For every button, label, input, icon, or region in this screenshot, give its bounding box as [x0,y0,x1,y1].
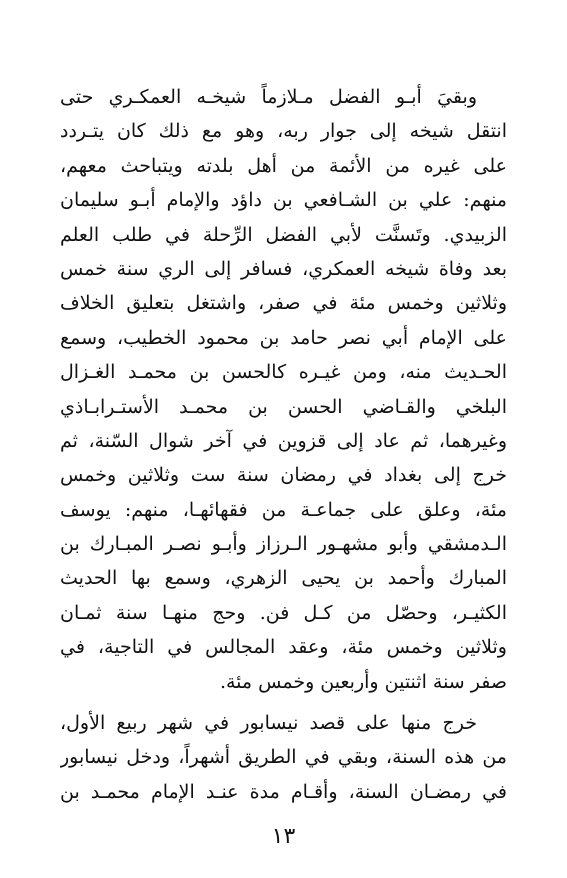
paragraph-line: مئة، وعلق على جماعـة من فقهائهـا، منهم: يوسف [60,498,507,521]
paragraph-line: الزبيدي. وتَسنَّت لأبي الفضل الرِّحلة في طلب العلم [60,223,507,246]
paragraph-line: على غيره من الأئمة من أهل بلدته ويتباحث معهم، [60,154,507,177]
page-number: ١٣ [271,824,296,849]
paragraph-line: وثلاثين وخمس مئة، وعقد المجالس في التاجية، في [60,636,507,659]
paragraph-2 [60,706,507,809]
paragraph-line: منهم: علي بن الشـافعي بن داؤد والإمام أبـو سليمان [60,189,507,212]
paragraph-line: بعد وفاة شيخه العمكري، فسافر إلى الري سنة خمس [60,257,507,280]
paragraph-line: صفر سنة اثنتين وأربعين وخمس مئة. [219,670,507,693]
paragraph-line: على الإمام أبي نصر حامد بن محمود الخطيب، وسمع [60,326,507,349]
paragraph-line: انتقل شيخه إلى جوار ربه، وهو مع ذلك كان يتـردد [60,120,507,143]
paragraph-line: وبقيَ أبـو الفضل مـلازماً شيخـه العمكـري حتى [60,86,477,108]
paragraph-line: في رمضـان السنة، وأقـام مدة عنـد الإمام محمـد بن [60,780,507,803]
paragraph-line: خرج إلى بغداد في رمضان سنة ست وثلاثين وخمس [60,464,507,487]
paragraph-line: الـدمشقي وأبو مشهـور الـرزاز وأبـو نصـر المبـارك بن [60,533,507,556]
paragraph-line: وغيرهما، ثم عاد إلى قزوين في آخر شوال السّنة، ثم [60,429,507,452]
paragraph-line: الكثيـر، وحصّل من كـل فن. وحج منهـا سنة ثمـان [60,601,507,624]
paragraph-line: من هذه السنة، وبقي في الطريق أشهراً، ودخل نيسابور [60,746,507,769]
paragraph-line: المبارك وأحمد بن يحيى الزهري، وسمع بها الحديث [60,567,507,590]
paragraph-line: وثلاثين وخمس مئة في صفر، واشتغل بتعليق الخلاف [60,292,507,315]
paragraph-line: البلخي والقـاضي الحسن بن محمـد الأستـرابـاذي [60,395,507,418]
paragraph-line: الحـديث منه، ومن غيـره كالحسن بن محمـد الغـزال [60,361,507,384]
paragraph-1 [60,80,507,699]
paragraph-line: خرج منها على قصد نيسابور في شهر ربيع الأول، [60,712,477,734]
